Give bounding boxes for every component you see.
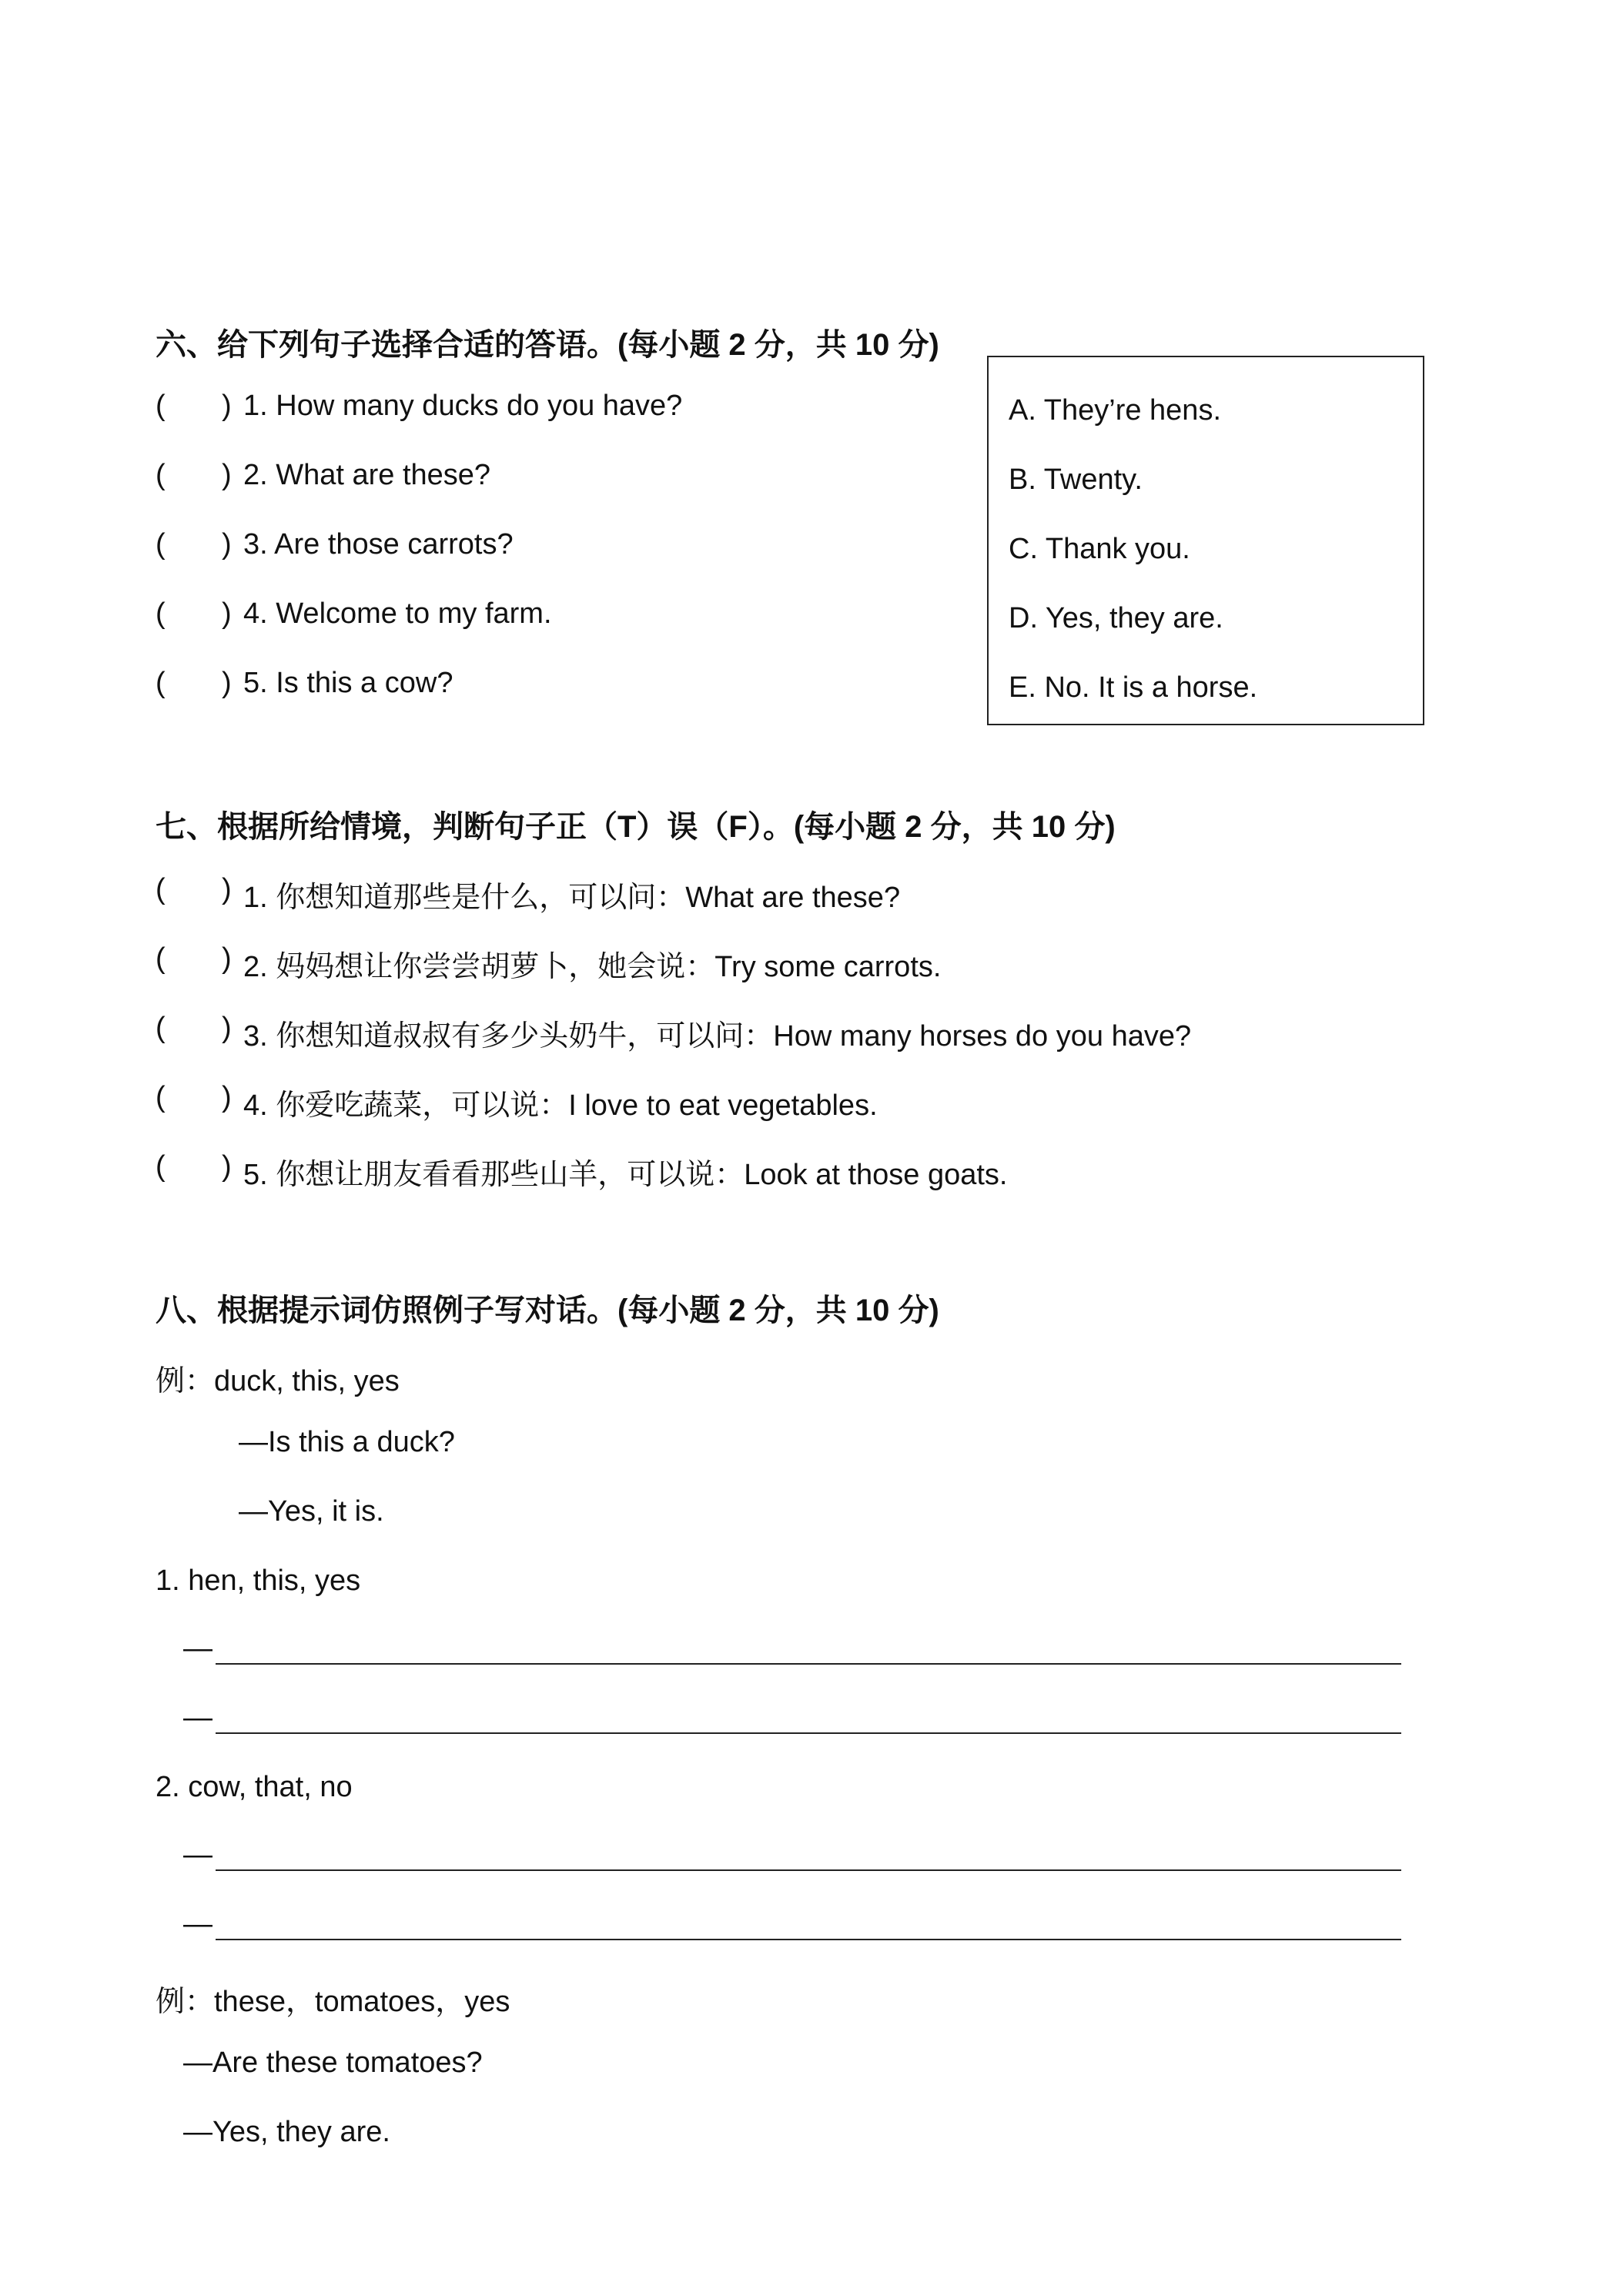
- question-text: 4. Welcome to my farm.: [243, 597, 552, 630]
- section7-title: 七、根据所给情境，判断句子正（T）误（F）。(每小题 2 分，共 10 分): [156, 810, 1116, 844]
- answer-paren-open: (: [156, 528, 166, 561]
- answer-paren-close: ): [222, 942, 232, 975]
- section8-title: 八、根据提示词仿照例子写对话。(每小题 2 分，共 10 分): [156, 1294, 939, 1327]
- answer-paren-close: ): [222, 873, 232, 905]
- item-2-prompt: 2. cow, that, no: [156, 1771, 353, 1803]
- answer-paren-close: ): [222, 1150, 232, 1183]
- item-2-answer-line-1[interactable]: [216, 1869, 1401, 1871]
- example-2-answer: —Yes, they are.: [183, 2116, 390, 2148]
- example-1-answer: —Yes, it is.: [239, 1495, 384, 1528]
- answer-paren-close: ): [222, 597, 232, 630]
- question-text: 3. Are those carrots?: [243, 528, 514, 561]
- example-2-prompt: 例：these，tomatoes，yes: [156, 1986, 510, 2018]
- option-d: D. Yes, they are.: [1009, 602, 1223, 634]
- answer-paren-open: (: [156, 873, 166, 905]
- option-c: C. Thank you.: [1009, 533, 1190, 565]
- answer-blank[interactable]: [168, 1081, 222, 1112]
- answer-paren-open: (: [156, 942, 166, 975]
- example-1-prompt: 例：duck, this, yes: [156, 1365, 400, 1397]
- answer-blank[interactable]: [168, 873, 222, 904]
- answer-blank[interactable]: [168, 667, 222, 698]
- option-a: A. They’re hens.: [1009, 394, 1222, 427]
- answer-paren-open: (: [156, 390, 166, 422]
- option-b: B. Twenty.: [1009, 464, 1143, 496]
- item-1-prompt: 1. hen, this, yes: [156, 1565, 361, 1597]
- question-text: 3. 你想知道叔叔有多少头奶牛，可以问：How many horses do you have?: [243, 1020, 1192, 1053]
- answer-paren-close: ): [222, 667, 232, 699]
- question-text: 4. 你爱吃蔬菜，可以说：I love to eat vegetables.: [243, 1089, 878, 1122]
- answer-blank[interactable]: [168, 390, 222, 420]
- question-text: 5. 你想让朋友看看那些山羊，可以说：Look at those goats.: [243, 1159, 1008, 1191]
- answer-blank[interactable]: [168, 1012, 222, 1043]
- question-text: 5. Is this a cow?: [243, 667, 453, 699]
- answer-paren-open: (: [156, 597, 166, 630]
- section6-title: 六、给下列句子选择合适的答语。(每小题 2 分，共 10 分): [156, 328, 939, 362]
- dialogue-dash: —: [183, 1839, 212, 1871]
- example-1-question: —Is this a duck?: [239, 1426, 455, 1458]
- dialogue-dash: —: [183, 1632, 212, 1665]
- answer-blank[interactable]: [168, 597, 222, 628]
- question-text: 1. How many ducks do you have?: [243, 390, 683, 422]
- answer-blank[interactable]: [168, 1150, 222, 1181]
- answer-options-box: [987, 356, 1424, 725]
- answer-paren-open: (: [156, 459, 166, 491]
- answer-blank[interactable]: [168, 528, 222, 559]
- question-text: 2. What are these?: [243, 459, 491, 491]
- answer-paren-open: (: [156, 1150, 166, 1183]
- answer-blank[interactable]: [168, 459, 222, 490]
- answer-paren-open: (: [156, 1012, 166, 1044]
- item-1-answer-line-1[interactable]: [216, 1663, 1401, 1665]
- answer-paren-close: ): [222, 528, 232, 561]
- item-1-answer-line-2[interactable]: [216, 1732, 1401, 1734]
- question-text: 2. 妈妈想让你尝尝胡萝卜，她会说：Try some carrots.: [243, 951, 942, 983]
- answer-paren-open: (: [156, 667, 166, 699]
- item-2-answer-line-2[interactable]: [216, 1939, 1401, 1940]
- option-e: E. No. It is a horse.: [1009, 671, 1258, 704]
- answer-paren-close: ): [222, 390, 232, 422]
- dialogue-dash: —: [183, 1908, 212, 1940]
- answer-blank[interactable]: [168, 942, 222, 973]
- answer-paren-close: ): [222, 459, 232, 491]
- dialogue-dash: —: [183, 1702, 212, 1734]
- answer-paren-open: (: [156, 1081, 166, 1113]
- answer-paren-close: ): [222, 1012, 232, 1044]
- example-2-question: —Are these tomatoes?: [183, 2047, 483, 2079]
- answer-paren-close: ): [222, 1081, 232, 1113]
- question-text: 1. 你想知道那些是什么，可以问：What are these?: [243, 882, 901, 914]
